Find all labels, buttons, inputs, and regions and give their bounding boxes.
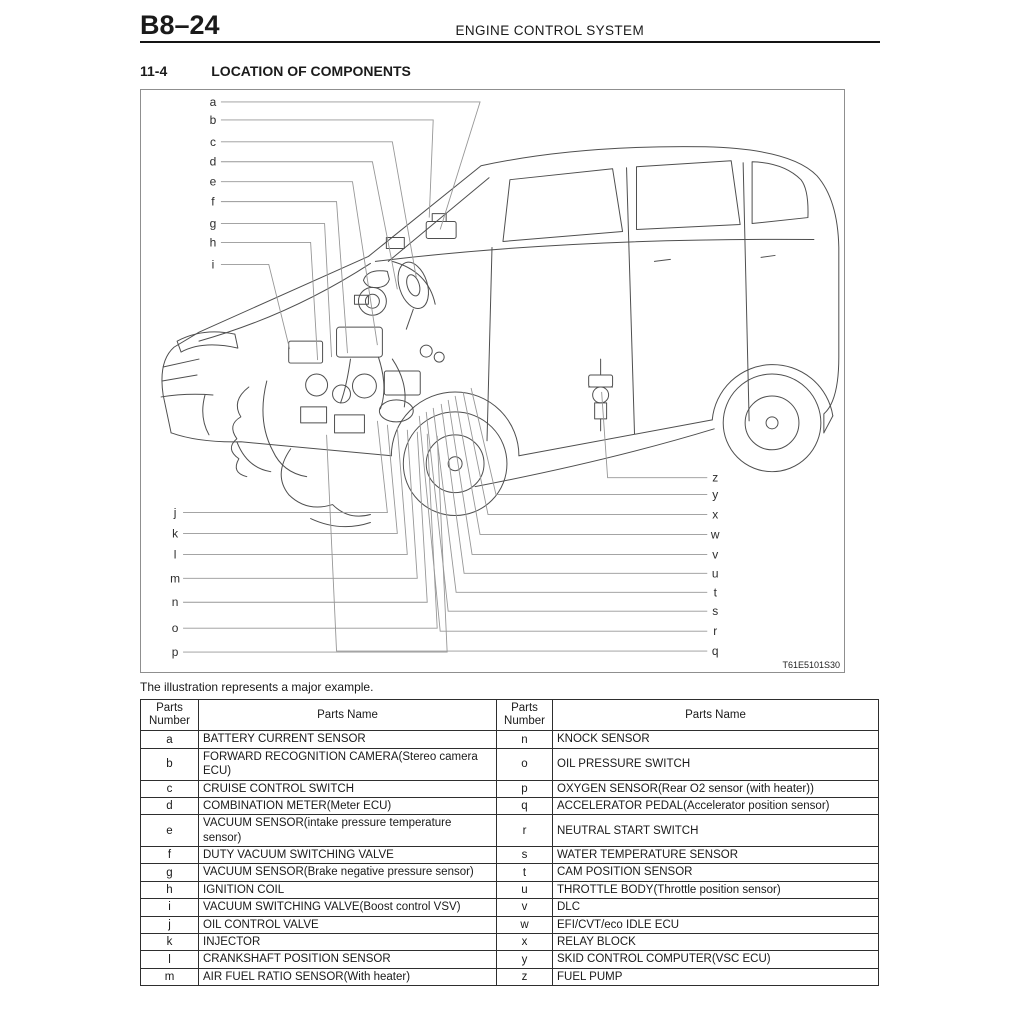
leader-line-j [183,421,387,513]
parts-number-cell: j [141,916,199,933]
parts-number-cell: v [497,899,553,916]
parts-table-row [141,951,879,968]
leader-line-s [426,412,707,611]
parts-number-cell: i [141,899,199,916]
parts-number-cell: x [497,933,553,950]
figure-code: T61E5101S30 [782,660,840,670]
callout-letter-u: u [711,566,719,581]
parts-number-cell: r [497,815,553,847]
leader-line-p [183,436,447,652]
parts-number-cell: e [141,815,199,847]
parts-name-cell: NEUTRAL START SWITCH [553,815,879,847]
parts-table-row [141,797,879,814]
callout-letter-a: a [209,94,217,109]
parts-number-cell: b [141,748,199,780]
leader-line-o [183,434,437,628]
parts-name-header: Parts Name [199,700,497,731]
parts-table-row [141,933,879,950]
callout-letter-v: v [712,547,719,562]
vehicle-diagram [141,90,844,672]
leader-line-m [183,430,417,578]
parts-name-cell: INJECTOR [199,933,497,950]
leader-line-r [419,416,707,631]
parts-name-cell: SKID CONTROL COMPUTER(VSC ECU) [553,951,879,968]
parts-name-cell: OIL CONTROL VALVE [199,916,497,933]
header-title: ENGINE CONTROL SYSTEM [455,23,645,38]
callout-letter-k: k [172,526,179,541]
parts-name-cell: VACUUM SENSOR(Brake negative pressure sensor) [199,864,497,881]
callout-letter-r: r [713,624,718,639]
callout-letter-h: h [209,235,217,250]
callout-letter-n: n [171,595,179,610]
callout-letter-m: m [170,571,181,586]
section-heading [140,63,880,79]
parts-name-cell: DLC [553,899,879,916]
parts-number-cell: l [141,951,199,968]
parts-name-cell: FUEL PUMP [553,968,879,985]
parts-table-row [141,899,879,916]
parts-name-cell: KNOCK SENSOR [553,731,879,748]
leader-line-z [602,392,708,478]
parts-name-cell: DUTY VACUUM SWITCHING VALVE [199,847,497,864]
parts-name-cell: OIL PRESSURE SWITCH [553,748,879,780]
parts-name-cell: VACUUM SWITCHING VALVE(Boost control VSV) [199,899,497,916]
parts-table-row [141,847,879,864]
figure-callouts [170,95,720,659]
callout-letter-t: t [713,585,717,600]
parts-number-cell: h [141,881,199,898]
component-location-figure [140,89,845,673]
parts-name-cell: VACUUM SENSOR(intake pressure temperature sensor) [199,815,497,847]
callout-letter-j: j [173,505,177,520]
parts-number-header: Parts Number [141,700,199,731]
callout-letter-s: s [712,604,719,619]
parts-name-cell: CRUISE CONTROL SWITCH [199,780,497,797]
parts-number-cell: k [141,933,199,950]
figure-caption: The illustration represents a major example. [140,680,374,694]
parts-number-cell: o [497,748,553,780]
parts-number-cell: u [497,881,553,898]
parts-table-row [141,916,879,933]
parts-table-row [141,731,879,748]
callout-letter-l: l [173,547,177,562]
parts-number-cell: d [141,797,199,814]
parts-table-row [141,968,879,985]
callout-letter-x: x [712,507,719,522]
parts-number-cell: y [497,951,553,968]
leader-line-a [221,102,480,230]
section-number: 11-4 [140,63,168,79]
callout-letter-p: p [171,645,179,660]
parts-number-cell: z [497,968,553,985]
callout-letter-b: b [209,112,217,127]
parts-table-row [141,815,879,847]
page-header [140,12,880,43]
manual-page [140,0,880,986]
parts-table-row [141,780,879,797]
parts-name-cell: WATER TEMPERATURE SENSOR [553,847,879,864]
callout-letter-o: o [171,621,179,636]
callout-letter-c: c [209,134,216,149]
parts-table-header-row [141,700,879,731]
parts-name-header: Parts Name [553,700,879,731]
parts-name-cell: ACCELERATOR PEDAL(Accelerator position sensor) [553,797,879,814]
parts-number-cell: w [497,916,553,933]
parts-name-cell: OXYGEN SENSOR(Rear O2 sensor (with heater)) [553,780,879,797]
callout-letter-d: d [209,154,217,169]
parts-number-cell: m [141,968,199,985]
callout-letter-y: y [712,487,719,502]
callout-letter-f: f [211,194,215,209]
parts-name-cell: IGNITION COIL [199,881,497,898]
leader-line-w [455,396,707,535]
callout-letter-w: w [710,527,720,542]
page-number: B8–24 [140,10,220,40]
parts-number-cell: a [141,731,199,748]
parts-name-cell: AIR FUEL RATIO SENSOR(With heater) [199,968,497,985]
parts-table-row [141,881,879,898]
parts-name-cell: RELAY BLOCK [553,933,879,950]
parts-name-cell: CAM POSITION SENSOR [553,864,879,881]
parts-table-row [141,748,879,780]
callout-letter-i: i [211,257,215,272]
parts-name-cell: BATTERY CURRENT SENSOR [199,731,497,748]
parts-number-cell: f [141,847,199,864]
callout-letter-q: q [711,644,719,659]
vehicle-illustration [161,147,839,527]
parts-table [140,699,879,986]
parts-name-cell: FORWARD RECOGNITION CAMERA(Stereo camera ECU) [199,748,497,780]
parts-number-cell: p [497,780,553,797]
callout-letter-g: g [209,216,217,231]
parts-name-cell: CRANKSHAFT POSITION SENSOR [199,951,497,968]
parts-number-cell: n [497,731,553,748]
parts-table-row [141,864,879,881]
leader-line-g [221,224,332,358]
callout-letter-e: e [209,174,217,189]
parts-name-cell: EFI/CVT/eco IDLE ECU [553,916,879,933]
leader-line-d [221,162,397,290]
parts-number-cell: q [497,797,553,814]
parts-number-cell: g [141,864,199,881]
parts-number-header: Parts Number [497,700,553,731]
parts-number-cell: t [497,864,553,881]
leader-line-b [221,120,433,218]
parts-number-cell: c [141,780,199,797]
section-title: LOCATION OF COMPONENTS [211,63,411,79]
parts-name-cell: COMBINATION METER(Meter ECU) [199,797,497,814]
leader-line-q [327,435,708,651]
leader-line-f [221,202,348,353]
parts-name-cell: THROTTLE BODY(Throttle position sensor) [553,881,879,898]
callout-letter-z: z [712,470,719,485]
parts-number-cell: s [497,847,553,864]
